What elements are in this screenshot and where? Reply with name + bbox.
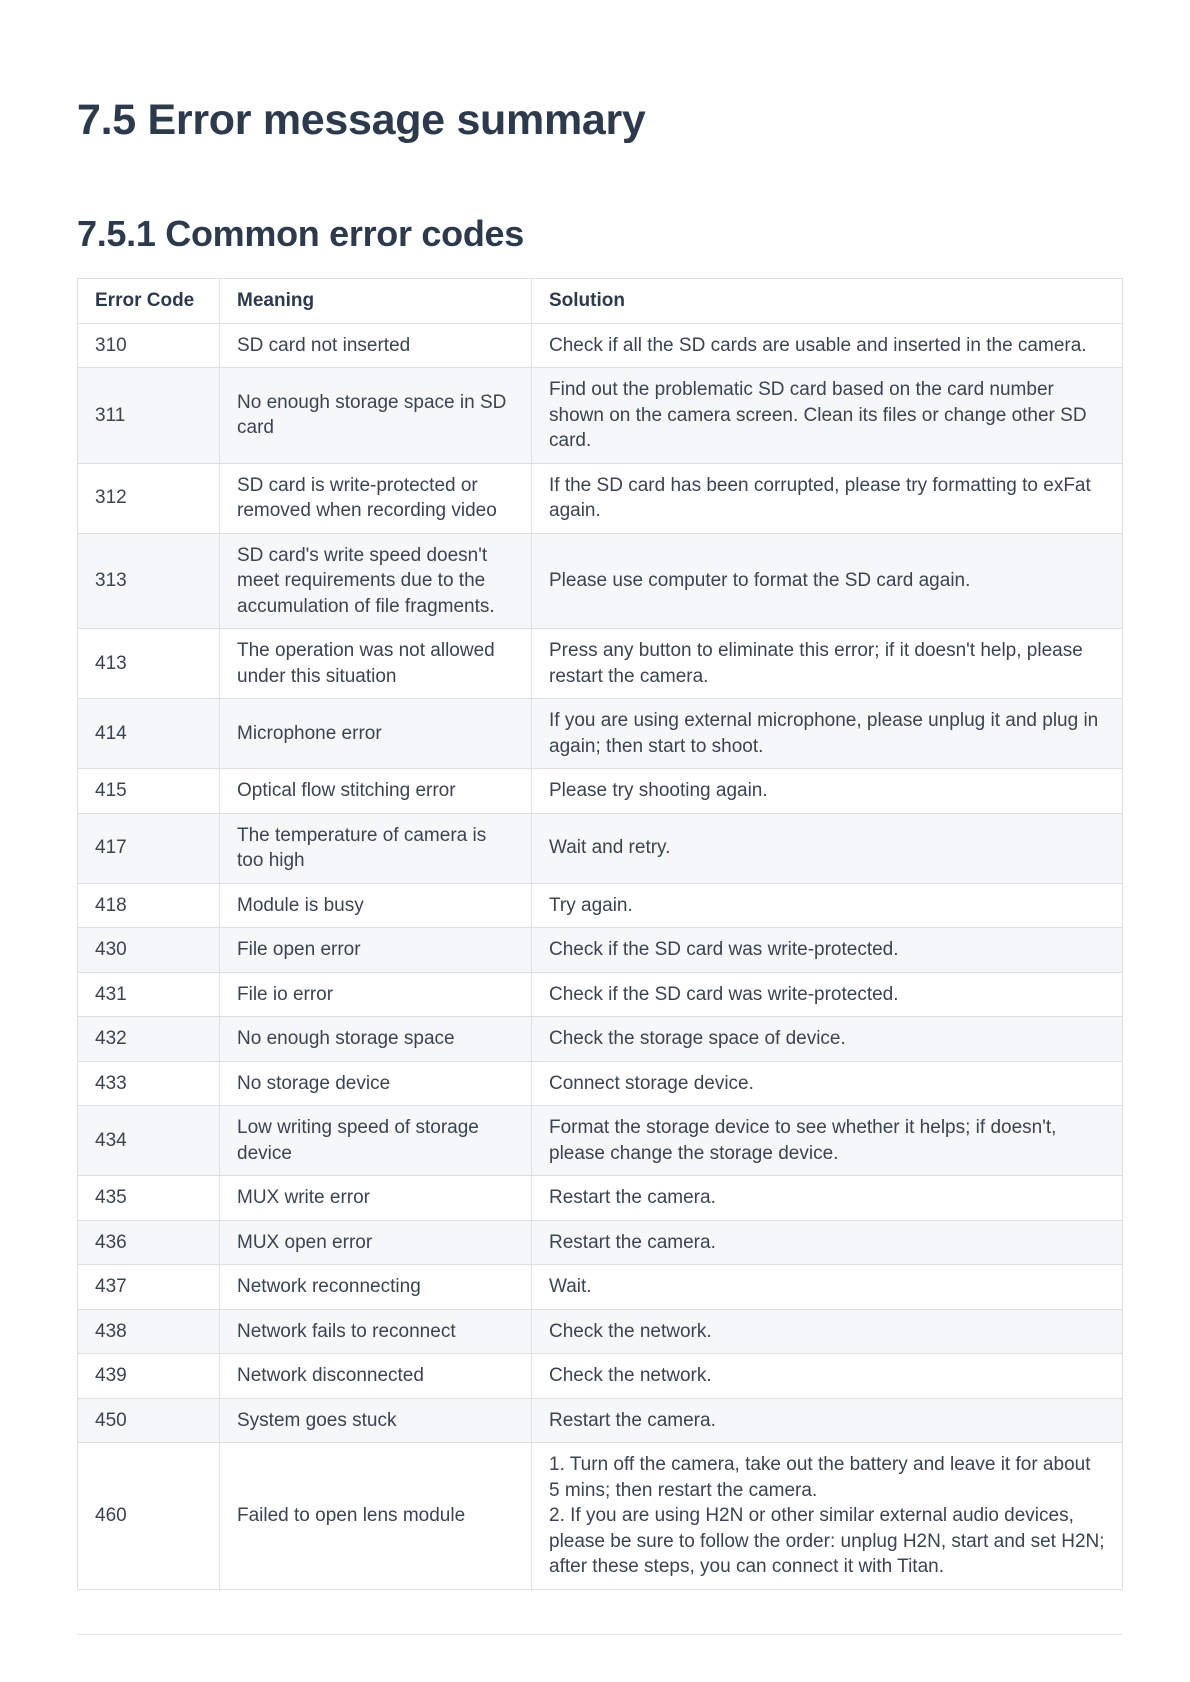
solution-cell: Wait. [532, 1265, 1123, 1310]
table-row [78, 1017, 1123, 1062]
meaning-cell: The temperature of camera is too high [220, 813, 532, 883]
error-code-cell: 432 [78, 1017, 220, 1062]
solution-cell: Restart the camera. [532, 1220, 1123, 1265]
solution-cell: Wait and retry. [532, 813, 1123, 883]
error-code-cell: 433 [78, 1061, 220, 1106]
table-row [78, 1265, 1123, 1310]
solution-cell: If you are using external microphone, please unplug it and plug in again; then start to shoot. [532, 699, 1123, 769]
error-code-cell: 312 [78, 463, 220, 533]
table-row [78, 533, 1123, 629]
table-body [78, 323, 1123, 1589]
solution-cell: Check if the SD card was write-protected. [532, 928, 1123, 973]
error-code-cell: 438 [78, 1309, 220, 1354]
solution-cell: Restart the camera. [532, 1176, 1123, 1221]
error-code-cell: 311 [78, 368, 220, 464]
meaning-cell: System goes stuck [220, 1398, 532, 1443]
meaning-cell: File io error [220, 972, 532, 1017]
table-row [78, 699, 1123, 769]
meaning-cell: Network disconnected [220, 1354, 532, 1399]
meaning-cell: Microphone error [220, 699, 532, 769]
error-code-cell: 313 [78, 533, 220, 629]
error-code-cell: 413 [78, 629, 220, 699]
error-code-cell: 434 [78, 1106, 220, 1176]
solution-cell: If the SD card has been corrupted, please try formatting to exFat again. [532, 463, 1123, 533]
error-code-cell: 431 [78, 972, 220, 1017]
error-code-cell: 415 [78, 769, 220, 814]
table-row [78, 972, 1123, 1017]
meaning-cell: Low writing speed of storage device [220, 1106, 532, 1176]
table-row [78, 368, 1123, 464]
table-row [78, 1443, 1123, 1590]
error-code-cell: 439 [78, 1354, 220, 1399]
solution-cell: Try again. [532, 883, 1123, 928]
solution-cell: Check the storage space of device. [532, 1017, 1123, 1062]
error-code-cell: 430 [78, 928, 220, 973]
meaning-cell: No enough storage space [220, 1017, 532, 1062]
table-row [78, 769, 1123, 814]
solution-cell: Press any button to eliminate this error; if it doesn't help, please restart the camera. [532, 629, 1123, 699]
meaning-cell: Failed to open lens module [220, 1443, 532, 1590]
error-code-table [77, 278, 1123, 1590]
solution-cell: Find out the problematic SD card based on the card number shown on the camera screen. Clean its files or change other SD card. [532, 368, 1123, 464]
meaning-cell: SD card is write-protected or removed when recording video [220, 463, 532, 533]
solution-cell: Please try shooting again. [532, 769, 1123, 814]
solution-cell: Check if the SD card was write-protected. [532, 972, 1123, 1017]
header-solution: Solution [532, 279, 1123, 324]
footer-divider [77, 1634, 1122, 1635]
error-code-cell: 310 [78, 323, 220, 368]
solution-step-1: 1. Turn off the camera, take out the battery and leave it for about 5 mins; then restart the camera. [549, 1454, 1091, 1501]
error-code-cell: 460 [78, 1443, 220, 1590]
solution-cell: Check the network. [532, 1354, 1123, 1399]
solution-step-2: 2. If you are using H2N or other similar external audio devices, please be sure to follow the order: unplug H2N, start and set H2N; after these steps, you can connect it with Titan. [549, 1505, 1105, 1577]
table-row [78, 1061, 1123, 1106]
header-meaning: Meaning [220, 279, 532, 324]
meaning-cell: Network fails to reconnect [220, 1309, 532, 1354]
solution-cell: Connect storage device. [532, 1061, 1123, 1106]
meaning-cell: Optical flow stitching error [220, 769, 532, 814]
error-code-cell: 418 [78, 883, 220, 928]
meaning-cell: The operation was not allowed under this situation [220, 629, 532, 699]
table-row [78, 813, 1123, 883]
section-title: 7.5.1 Common error codes [77, 213, 524, 254]
meaning-cell: Network reconnecting [220, 1265, 532, 1310]
header-error-code: Error Code [78, 279, 220, 324]
table-row [78, 323, 1123, 368]
table-row [78, 883, 1123, 928]
page-title: 7.5 Error message summary [77, 96, 646, 144]
solution-cell: Check the network. [532, 1309, 1123, 1354]
meaning-cell: SD card's write speed doesn't meet requirements due to the accumulation of file fragments. [220, 533, 532, 629]
table-row [78, 629, 1123, 699]
meaning-cell: SD card not inserted [220, 323, 532, 368]
meaning-cell: File open error [220, 928, 532, 973]
error-code-cell: 417 [78, 813, 220, 883]
meaning-cell: No storage device [220, 1061, 532, 1106]
error-code-cell: 450 [78, 1398, 220, 1443]
error-code-cell: 437 [78, 1265, 220, 1310]
solution-cell: Please use computer to format the SD card again. [532, 533, 1123, 629]
meaning-cell: Module is busy [220, 883, 532, 928]
meaning-cell: No enough storage space in SD card [220, 368, 532, 464]
error-code-cell: 435 [78, 1176, 220, 1221]
error-code-cell: 414 [78, 699, 220, 769]
error-code-cell: 436 [78, 1220, 220, 1265]
table-row [78, 463, 1123, 533]
table-row [78, 928, 1123, 973]
table-row [78, 1106, 1123, 1176]
meaning-cell: MUX open error [220, 1220, 532, 1265]
table-header-row [78, 279, 1123, 324]
table-row [78, 1354, 1123, 1399]
solution-cell [532, 1443, 1123, 1590]
meaning-cell: MUX write error [220, 1176, 532, 1221]
solution-cell: Restart the camera. [532, 1398, 1123, 1443]
solution-cell: Format the storage device to see whether it helps; if doesn't, please change the storage device. [532, 1106, 1123, 1176]
table-row [78, 1220, 1123, 1265]
table-row [78, 1309, 1123, 1354]
table-row [78, 1398, 1123, 1443]
solution-cell: Check if all the SD cards are usable and inserted in the camera. [532, 323, 1123, 368]
table-row [78, 1176, 1123, 1221]
